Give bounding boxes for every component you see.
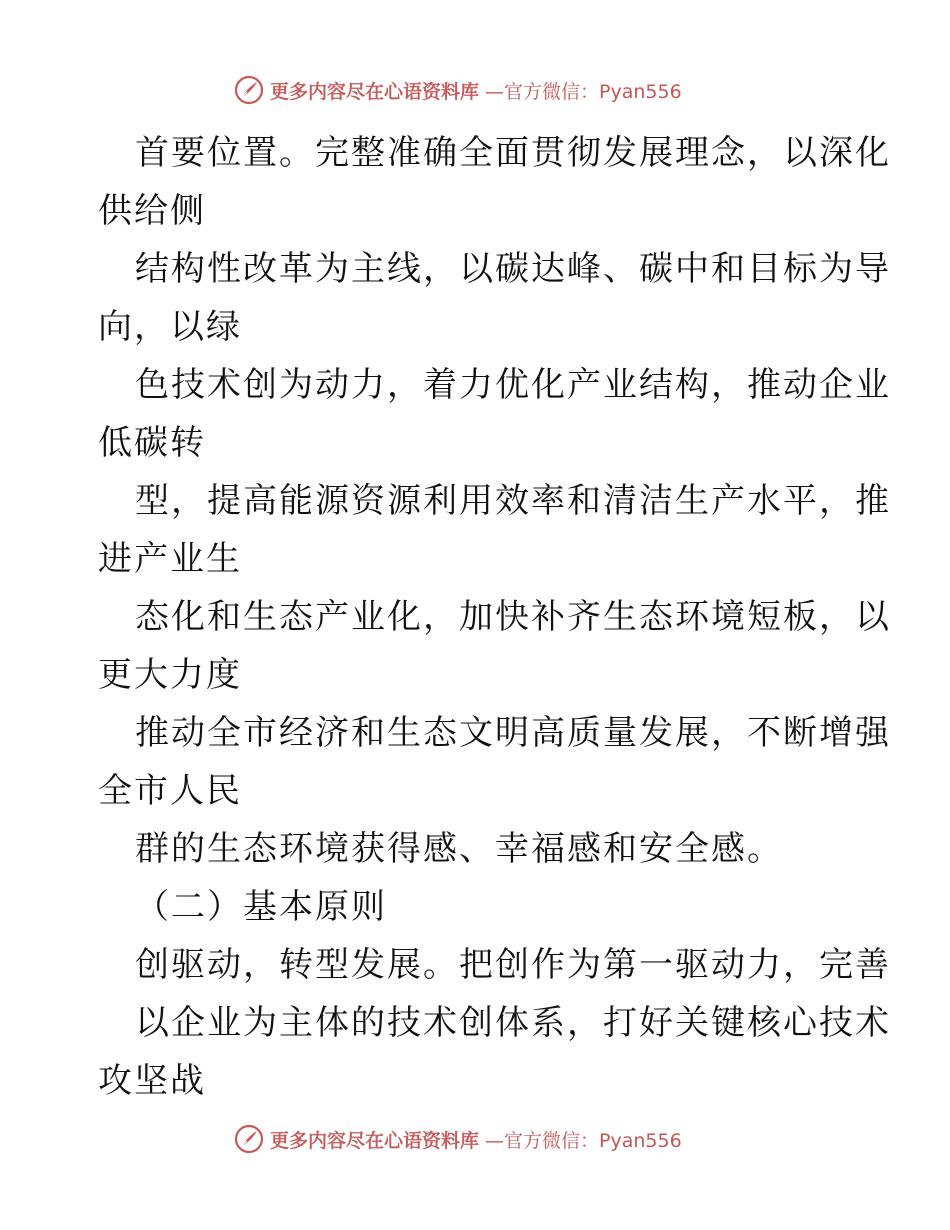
text-line: 以企业为主体的技术创体系，打好关键核心技术 [135, 1003, 891, 1043]
text-line: 创驱动，转型发展。把创作为第一驱动力，完善 [135, 945, 891, 985]
feather-pen-circle-icon [234, 1124, 264, 1154]
text-line: 色技术创为动力，着力优化产业结构，推动企业 [135, 365, 891, 405]
footer-watermark [234, 1122, 682, 1156]
header-watermark [234, 73, 682, 107]
text-line: 向，以绿 [98, 307, 242, 347]
document-body [98, 124, 891, 1110]
text-line: 更大力度 [98, 655, 242, 695]
text-line: 攻坚战 [98, 1061, 206, 1101]
text-line: 低碳转 [98, 423, 206, 463]
text-line: 推动全市经济和生态文明高质量发展，不断增强 [135, 713, 891, 753]
text-line: 首要位置。完整准确全面贯彻发展理念，以深化 [135, 133, 891, 173]
text-line: 结构性改革为主线，以碳达峰、碳中和目标为导 [135, 249, 891, 289]
text-line: 进产业生 [98, 539, 242, 579]
watermark-main-text: 更多内容尽在心语资料库 [270, 80, 480, 103]
text-line: 供给侧 [98, 191, 206, 231]
section-heading: （二）基本原则 [135, 887, 387, 927]
watermark-main-text: 更多内容尽在心语资料库 [270, 1129, 480, 1152]
watermark-wechat-text: —官方微信：Pyan556 [485, 1129, 682, 1152]
watermark-wechat-text: —官方微信：Pyan556 [485, 80, 682, 103]
text-line: 型，提高能源资源利用效率和清洁生产水平，推 [135, 481, 891, 521]
feather-pen-circle-icon [234, 75, 264, 105]
text-line: 群的生态环境获得感、幸福感和安全感。 [135, 829, 783, 869]
text-line: 全市人民 [98, 771, 242, 811]
text-line: 态化和生态产业化，加快补齐生态环境短板，以 [135, 597, 891, 637]
